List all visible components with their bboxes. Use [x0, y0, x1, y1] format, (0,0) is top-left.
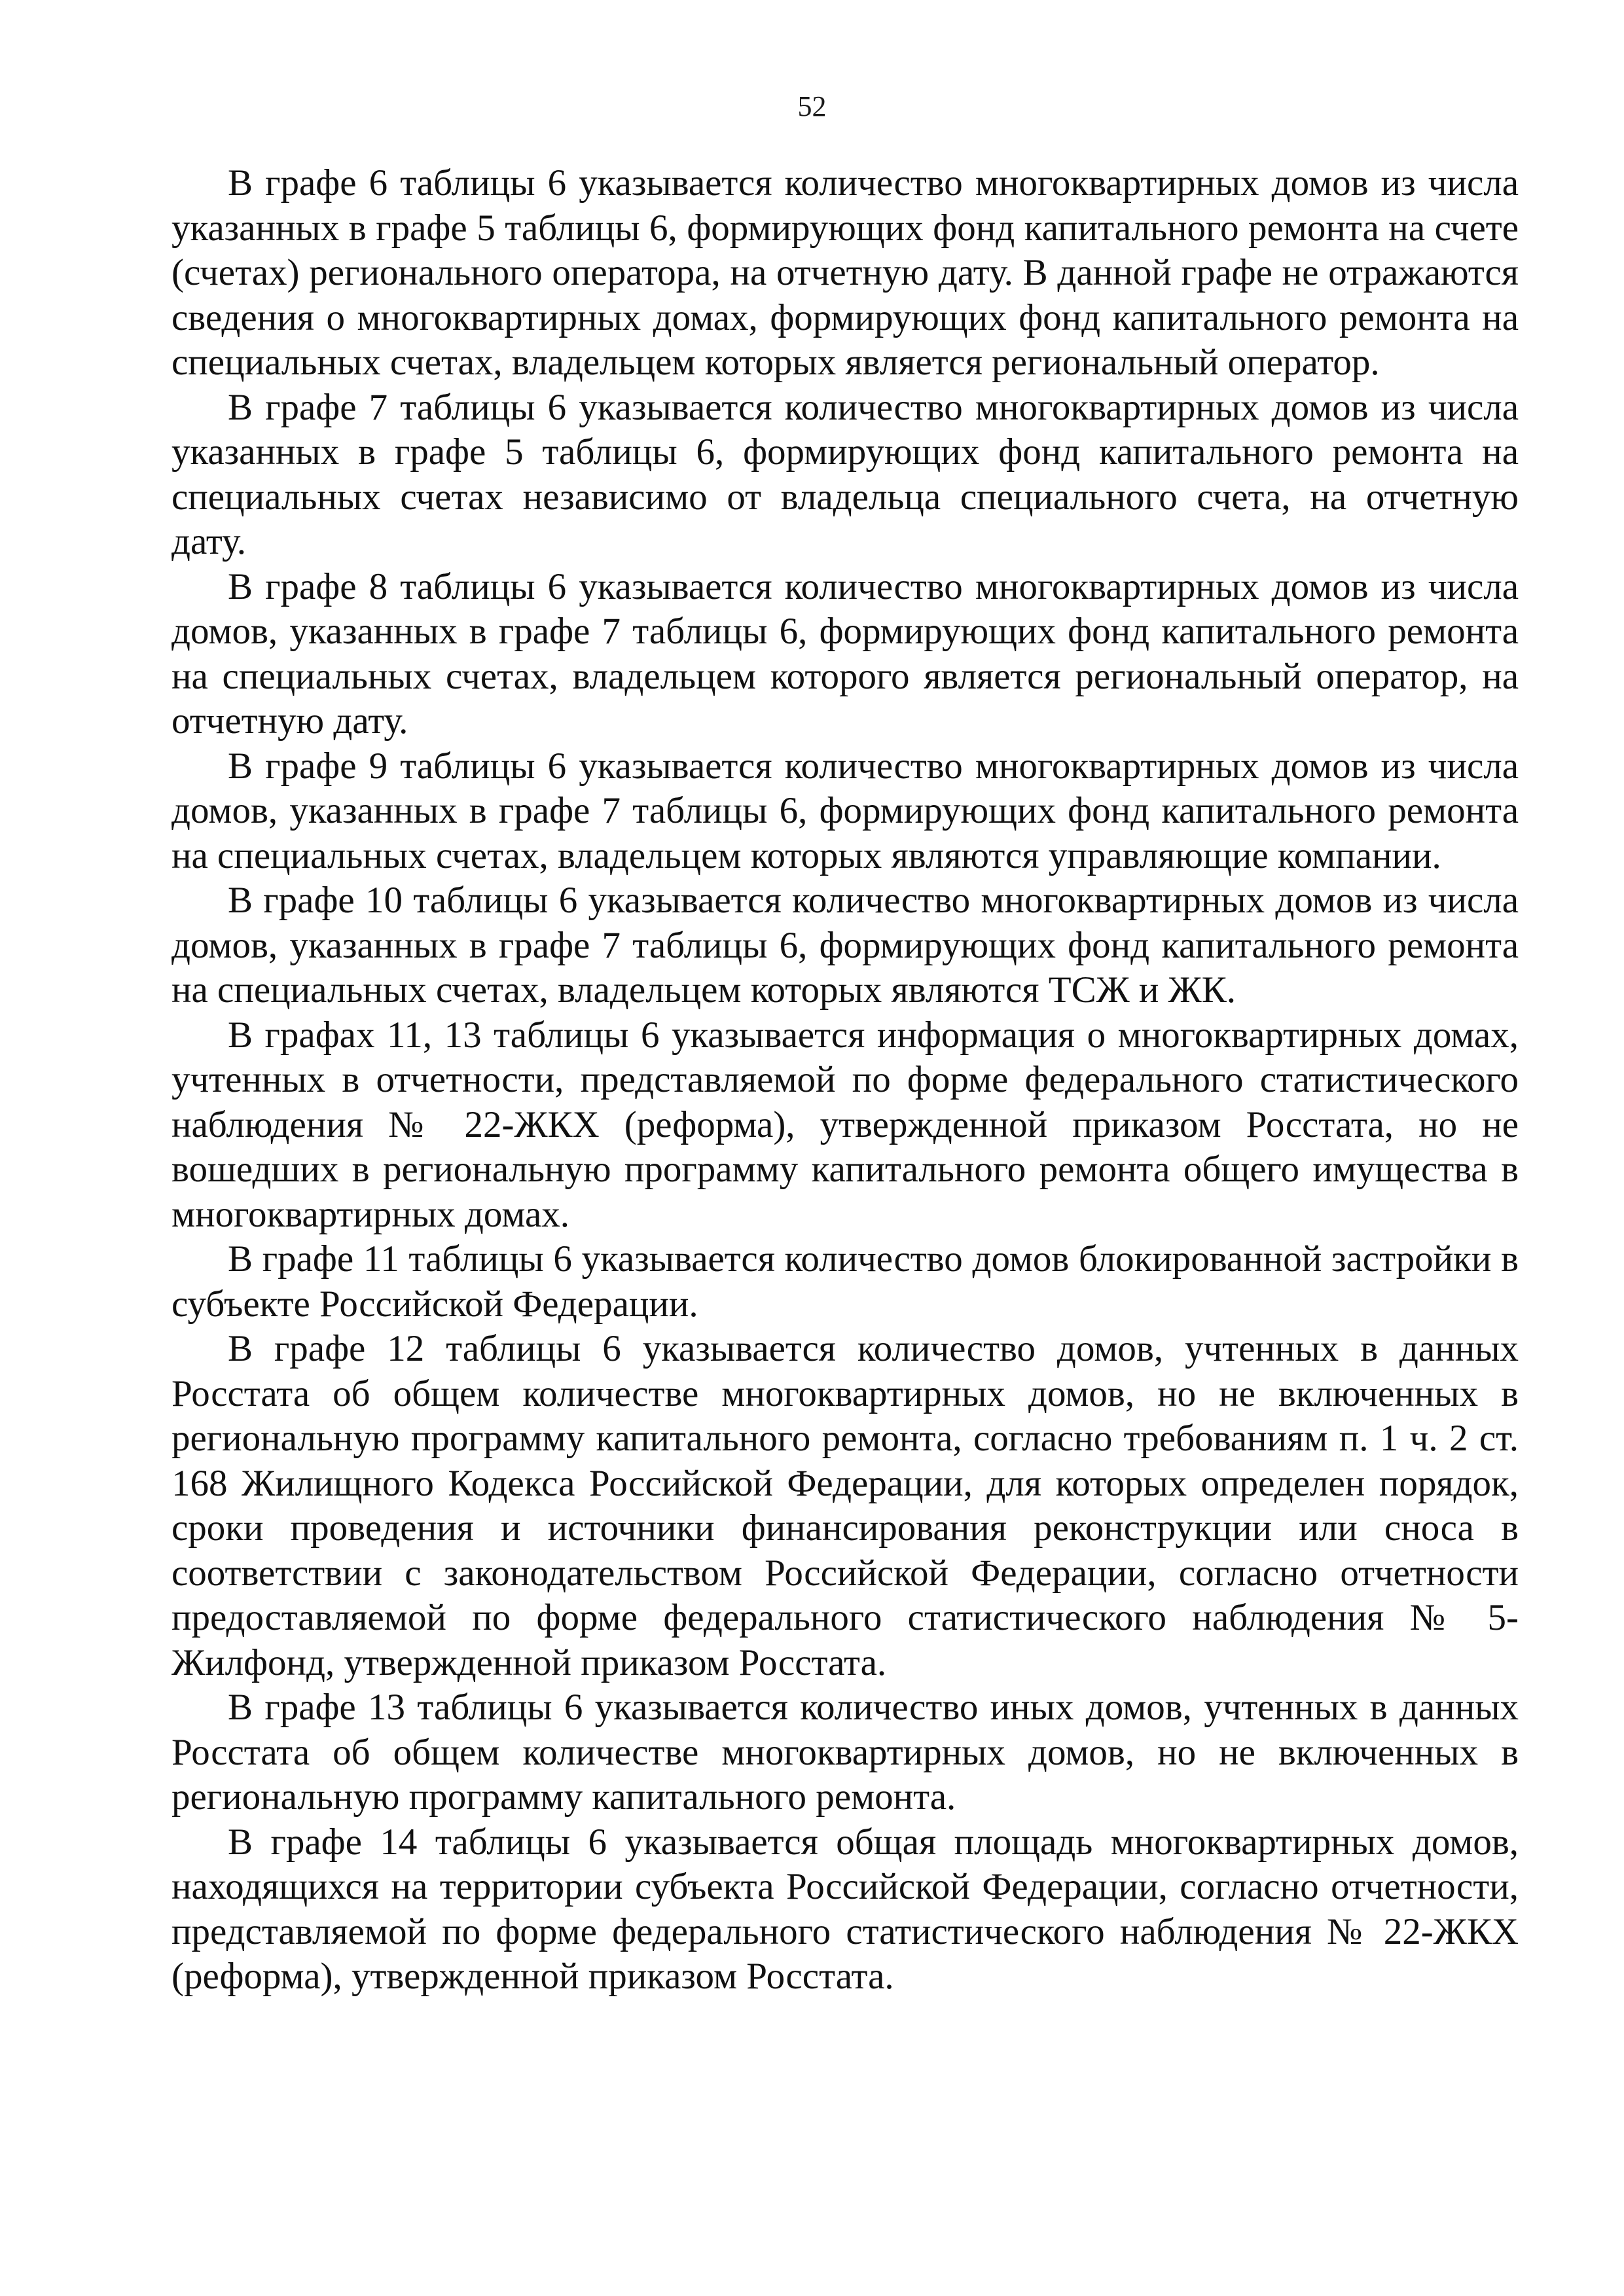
paragraph-column-10: В графе 10 таблицы 6 указывается количество многоквартирных домов из числа домов, указанных в графе 7 таблицы 6, формирующих фонд капитального ремонта на специальных счетах, владельцем которых являются ТСЖ и ЖК. — [171, 880, 1519, 1011]
paragraph-column-6: В графе 6 таблицы 6 указывается количество многоквартирных домов из числа указанных в графе 5 таблицы 6, формирующих фонд капитального ремонта на счете (счетах) регионального оператора, на отчетную дату. В данной графе не отражаются сведения о многоквартирных домах, формирующих фонд капитального ремонта на специальных счетах, владельцем которых является региональный оператор. — [171, 162, 1519, 383]
paragraph-column-7: В графе 7 таблицы 6 указывается количество многоквартирных домов из числа указанных в графе 5 таблицы 6, формирующих фонд капитального ремонта на специальных счетах независимо от владельца специального счета, на отчетную дату. — [171, 386, 1519, 562]
paragraph-column-11: В графе 11 таблицы 6 указывается количество домов блокированной застройки в субъекте Российской Федерации. — [171, 1238, 1519, 1325]
paragraph-columns-11-13: В графах 11, 13 таблицы 6 указывается информация о многоквартирных домах, учтенных в отчетности, представляемой по форме федерального статистического наблюдения № 22-ЖКХ (реформа), утвержденной приказом Росстата, но не вошедших в региональную программу капитального ремонта общего имущества в многоквартирных домах. — [171, 1014, 1519, 1235]
page-number: 52 — [797, 90, 827, 122]
paragraph-column-14: В графе 14 таблицы 6 указывается общая площадь многоквартирных домов, находящихся на территории субъекта Российской Федерации, согласно отчетности, представляемой по форме федерального статистического наблюдения № 22-ЖКХ (реформа), утвержденной приказом Росстата. — [171, 1821, 1519, 1997]
paragraph-column-8: В графе 8 таблицы 6 указывается количество многоквартирных домов из числа домов, указанных в графе 7 таблицы 6, формирующих фонд капитального ремонта на специальных счетах, владельцем которого является региональный оператор, на отчетную дату. — [171, 565, 1519, 742]
paragraph-column-13: В графе 13 таблицы 6 указывается количество иных домов, учтенных в данных Росстата об общем количестве многоквартирных домов, но не включенных в региональную программу капитального ремонта. — [171, 1687, 1519, 1818]
paragraph-column-9: В графе 9 таблицы 6 указывается количество многоквартирных домов из числа домов, указанных в графе 7 таблицы 6, формирующих фонд капитального ремонта на специальных счетах, владельцем которых являются управляющие компании. — [171, 745, 1519, 876]
paragraph-column-12: В графе 12 таблицы 6 указывается количество домов, учтенных в данных Росстата об общем количестве многоквартирных домов, но не включенных в региональную программу капитального ремонта, согласно требованиям п. 1 ч. 2 ст. 168 Жилищного Кодекса Российской Федерации, для которых определен порядок, сроки проведения и источники финансирования реконструкции или сноса в соответствии с законодательством Российской Федерации, согласно отчетности предоставляемой по форме федерального статистического наблюдения № 5-Жилфонд, утвержденной приказом Росстата. — [171, 1328, 1519, 1683]
document-body — [171, 161, 1519, 2000]
